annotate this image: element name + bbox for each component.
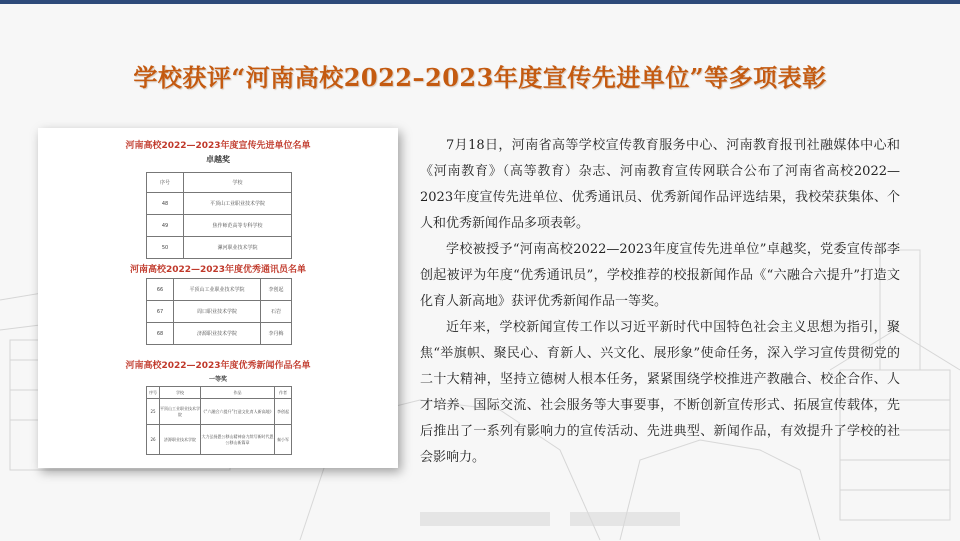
- reporter-cell: 68: [147, 323, 174, 345]
- news-table: [146, 386, 292, 455]
- reporter-cell: 平顶山工业职业技术学院: [174, 279, 261, 301]
- reporter-cell: 济源职业技术学院: [174, 323, 261, 345]
- unit-cell: 48: [147, 193, 184, 215]
- news-cell: 《“六融合六提升”打造文化育人新高地》: [201, 399, 275, 425]
- paragraph: 近年来，学校新闻宣传工作以习近平新时代中国特色社会主义思想为指引，聚焦“举旗帜、聚民心、育新人、兴文化、展形象”使命任务，深入学习宣传贯彻党的二十大精神，坚持立德树人根本任务，紧紧围绕学校推进产教融合、校企合作、人才培养、国际交流、社会服务等大事要事，不断创新宣传形式、拓展宣传载体，先后推出了一系列有影响力的宣传活动、先进典型、新闻作品，有效提升了学校的社会影响力。: [420, 320, 900, 465]
- news-header: 作品: [201, 387, 275, 399]
- table-row: [147, 323, 292, 345]
- news-cell: 平顶山工业职业技术学院: [160, 399, 201, 425]
- news-cell: 济源职业技术学院: [160, 425, 201, 455]
- table-row: [147, 279, 292, 301]
- news-cell: 秦小军: [275, 425, 292, 455]
- table-row: [147, 237, 292, 259]
- news-header: 序号: [147, 387, 160, 399]
- reporter-cell: 67: [147, 301, 174, 323]
- paragraph: 学校被授予“河南高校2022—2023年度宣传先进单位”卓越奖，党委宣传部李创起被评为年度“优秀通讯员”，学校推荐的校报新闻作品《“六融合六提升”打造文化育人新高地》获评优秀新闻作品一等奖。: [420, 242, 900, 309]
- unit-award-label: 卓越奖: [206, 155, 230, 164]
- reporter-cell: 石岩: [261, 301, 292, 323]
- paragraph: 7月18日，河南省高等学校宣传教育服务中心、河南教育报刊社融媒体中心和《河南教育》（高等教育）杂志、河南教育宣传网联合公布了河南省高校2022—2023年度宣传先进单位、优秀通讯员、优秀新闻作品评选结果，我校荣获集体、个人和优秀新闻作品多项表彰。: [420, 138, 900, 231]
- news-cell: 李创起: [275, 399, 292, 425]
- reporter-list-title: 河南高校2022—2023年度优秀通讯员名单: [129, 265, 307, 275]
- unit-cell: 50: [147, 237, 184, 259]
- table-row: [147, 193, 292, 215]
- unit-table: [146, 172, 292, 259]
- reporter-cell: 李创起: [261, 279, 292, 301]
- news-cell: 大力弘扬愚公移山精神奋力续写新时代愚公移山新篇章: [201, 425, 275, 455]
- article-body: [420, 133, 900, 471]
- reporter-table: [146, 278, 292, 345]
- news-header: 学校: [160, 387, 201, 399]
- news-award-label: 一等奖: [208, 376, 227, 383]
- table-row: [147, 425, 292, 455]
- unit-list-title: 河南高校2022—2023年度宣传先进单位名单: [125, 141, 311, 151]
- reporter-cell: 66: [147, 279, 174, 301]
- page-title: 学校获评“河南高校2022–2023年度宣传先进单位”等多项表彰: [133, 63, 827, 92]
- news-header: 作者: [275, 387, 292, 399]
- reporter-cell: 李丹梅: [261, 323, 292, 345]
- unit-cell: 漯河职业技术学院: [184, 237, 292, 259]
- reporter-cell: 周口职业技术学院: [174, 301, 261, 323]
- table-row: [147, 399, 292, 425]
- unit-header-school: 学校: [184, 173, 292, 193]
- news-cell: 25: [147, 399, 160, 425]
- news-cell: 26: [147, 425, 160, 455]
- unit-cell: 49: [147, 215, 184, 237]
- unit-cell: 平顶山工业职业技术学院: [184, 193, 292, 215]
- unit-header-no: 序号: [147, 173, 184, 193]
- table-row: [147, 301, 292, 323]
- table-row: [147, 215, 292, 237]
- news-list-title: 河南高校2022—2023年度优秀新闻作品名单: [125, 361, 311, 371]
- unit-cell: 焦作师范高等专科学校: [184, 215, 292, 237]
- award-list-document-image: [38, 128, 398, 468]
